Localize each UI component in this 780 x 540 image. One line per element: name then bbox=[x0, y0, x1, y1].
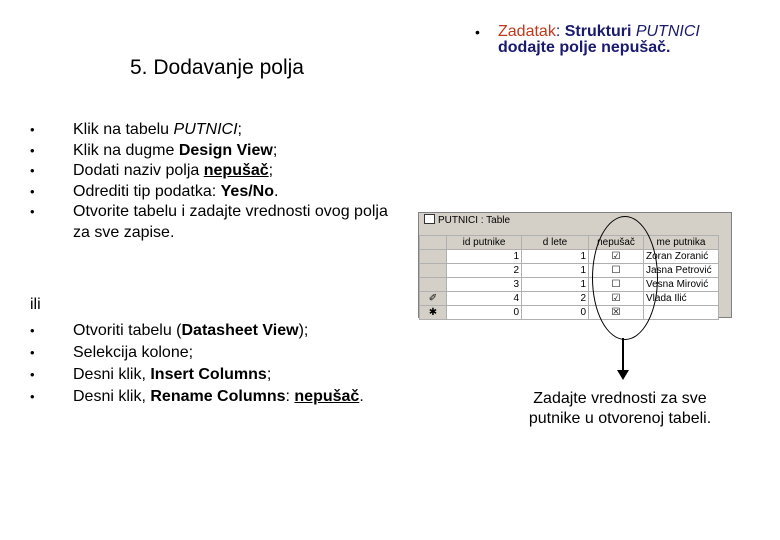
bullet: • bbox=[475, 24, 480, 40]
highlight-ellipse bbox=[592, 216, 658, 340]
cell-id[interactable]: 1 bbox=[447, 250, 522, 264]
cell-id[interactable]: 0 bbox=[447, 306, 522, 320]
cell-id[interactable]: 4 bbox=[447, 292, 522, 306]
cell-name[interactable]: Vesna Mirović bbox=[644, 278, 719, 292]
ili-label: ili bbox=[30, 296, 41, 313]
list-item: • Otvoriti tabelu (Datasheet View); bbox=[30, 322, 309, 339]
row-selector[interactable] bbox=[420, 250, 447, 264]
page-title: 5. Dodavanje polja bbox=[130, 56, 304, 79]
cell-let[interactable]: 1 bbox=[522, 264, 589, 278]
list-item: • Selekcija kolone; bbox=[30, 344, 194, 361]
checkbox[interactable]: ☐ bbox=[589, 278, 644, 292]
header-row bbox=[420, 236, 719, 250]
task-text-a: Strukturi bbox=[560, 23, 636, 40]
note-text: Zadajte vrednosti za sve putnike u otvorenoj tabeli. bbox=[528, 390, 712, 427]
table-row[interactable] bbox=[420, 306, 719, 320]
window-title: PUTNICI : Table bbox=[438, 215, 511, 226]
task-table: PUTNICI bbox=[635, 23, 700, 40]
row-selector[interactable]: ✐ bbox=[420, 292, 447, 306]
arrow-down-icon bbox=[617, 370, 629, 380]
row-selector[interactable] bbox=[420, 278, 447, 292]
checkbox[interactable]: ☑ bbox=[589, 292, 644, 306]
checkbox[interactable]: ☒ bbox=[589, 306, 644, 320]
table-icon bbox=[424, 214, 435, 224]
task-text-b: dodajte polje nepušač. bbox=[498, 39, 671, 56]
cell-let[interactable]: 1 bbox=[522, 278, 589, 292]
table-row[interactable] bbox=[420, 292, 719, 306]
row-selector-header[interactable] bbox=[420, 236, 447, 250]
table-row[interactable] bbox=[420, 278, 719, 292]
task-sep: : bbox=[555, 23, 561, 40]
steps-list bbox=[30, 120, 390, 243]
cell-name[interactable]: Vlada Ilić bbox=[644, 292, 719, 306]
alt-steps-list bbox=[30, 320, 410, 408]
cell-id[interactable]: 2 bbox=[447, 264, 522, 278]
list-item: • Klik na dugme Design View; bbox=[30, 141, 278, 159]
cell-let[interactable]: 2 bbox=[522, 292, 589, 306]
list-item: • Desni klik, Rename Columns: nepušač. bbox=[30, 388, 364, 405]
list-item: • Dodati naziv polja nepušač; bbox=[30, 162, 274, 179]
task-text bbox=[498, 24, 748, 56]
datasheet-grid bbox=[419, 235, 719, 320]
list-item: • Otvorite tabelu i zadajte vrednosti ovog polja za sve zapise. bbox=[30, 203, 388, 241]
table-window bbox=[418, 212, 732, 318]
cell-let[interactable]: 0 bbox=[522, 306, 589, 320]
cell-name[interactable]: Zoran Zoranić bbox=[644, 250, 719, 264]
cell-name[interactable]: Jasna Petrović bbox=[644, 264, 719, 278]
column-header[interactable]: id putnike bbox=[447, 236, 522, 250]
arrow-line bbox=[622, 338, 624, 372]
window-title-bar bbox=[419, 213, 731, 228]
list-item: • Klik na tabelu PUTNICI; bbox=[30, 121, 242, 138]
list-item: • Desni klik, Insert Columns; bbox=[30, 366, 272, 383]
column-header[interactable]: me putnika bbox=[644, 236, 719, 250]
row-selector[interactable]: ✱ bbox=[420, 306, 447, 320]
column-header[interactable]: d lete bbox=[522, 236, 589, 250]
column-header[interactable]: nepušač bbox=[589, 236, 644, 250]
checkbox[interactable]: ☐ bbox=[589, 264, 644, 278]
row-selector[interactable] bbox=[420, 264, 447, 278]
checkbox[interactable]: ☑ bbox=[589, 250, 644, 264]
cell-let[interactable]: 1 bbox=[522, 250, 589, 264]
table-row[interactable] bbox=[420, 250, 719, 264]
task-keyword: Zadatak bbox=[498, 23, 556, 40]
table-row[interactable] bbox=[420, 264, 719, 278]
cell-id[interactable]: 3 bbox=[447, 278, 522, 292]
list-item: • Odrediti tip podatka: Yes/No. bbox=[30, 182, 279, 200]
cell-name[interactable] bbox=[644, 306, 719, 320]
